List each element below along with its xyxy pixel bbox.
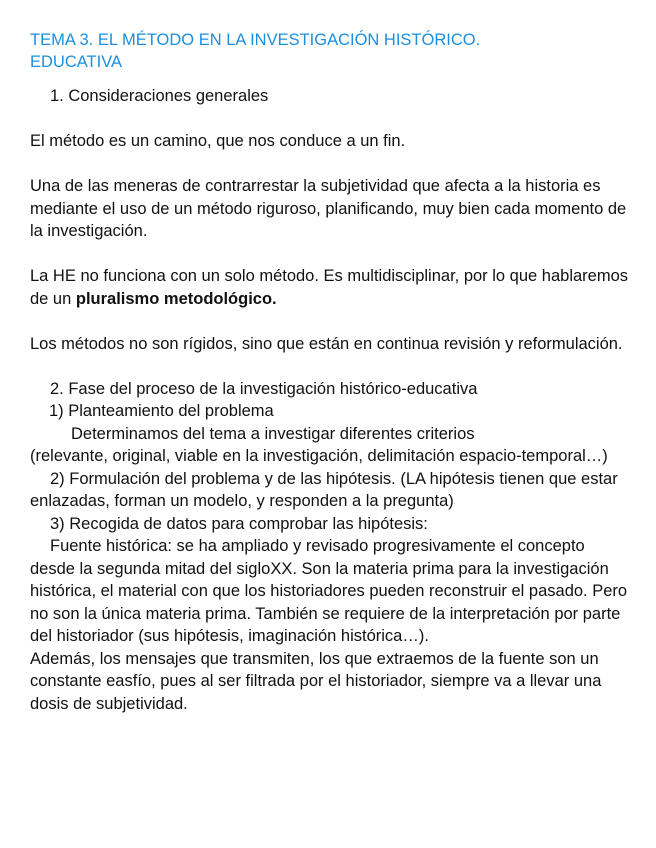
pluralism-text: La HE no funciona con un solo método. Es multidisciplinar, por lo que hablaremos de un xyxy=(30,267,629,308)
title-line-2: EDUCATIVA xyxy=(30,53,122,71)
paragraph-method-definition: El método es un camino, que nos conduce a un fin. xyxy=(30,132,406,150)
document-title xyxy=(30,29,630,73)
section-1-heading: 1. Consideraciones generales xyxy=(50,87,269,105)
step-3-heading: 3) Recogida de datos para comprobar las hipótesis: xyxy=(50,514,428,533)
step-1-heading: 1) Planteamiento del problema xyxy=(49,402,274,420)
step-2-text: 2) Formulación del problema y de las hipótesis. (LA hipótesis tienen que estar enlazadas, forman un modelo, y responden a la pregunta) xyxy=(30,469,618,510)
step-1-text-rest: (relevante, original, viable en la investigación, delimitación espacio-temporal…) xyxy=(30,447,608,465)
pluralism-bold: pluralismo metodológico. xyxy=(75,289,277,308)
paragraph-subjectivity: Una de las meneras de contrarrestar la subjetividad que afecta a la historia es mediante el uso de un método riguroso, planificando, muy bien cada momento de la investigación. xyxy=(30,177,627,240)
paragraph-pluralism xyxy=(30,265,630,310)
paragraph-methods-revision: Los métodos no son rígidos, sino que están en continua revisión y reformulación. xyxy=(30,334,623,353)
document-page xyxy=(30,29,630,715)
section-2-heading: 2. Fase del proceso de la investigación histórico-educativa xyxy=(50,379,478,398)
final-paragraph: Además, los mensajes que transmiten, los que extraemos de la fuente son un constante easfío, pues al ser filtrada por el historiador, siempre va a llevar una dosis de subjetividad. xyxy=(30,649,602,713)
historical-source-text: Fuente histórica: se ha ampliado y revisado progresivamente el concepto desde la segunda mitad del sigloXX. Son la materia prima para la investigación histórica, el material con que los historiadores pueden reconstruir el pasado. Pero no son la única materia prima. También se requiere de la interpretación por parte del historiador (sus hipótesis, imaginación histórica…). xyxy=(30,537,628,645)
step-1-text-first: Determinamos del tema a investigar diferentes criterios xyxy=(71,424,475,443)
title-line-1: TEMA 3. EL MÉTODO EN LA INVESTIGACIÓN HISTÓRICO. xyxy=(30,31,481,49)
